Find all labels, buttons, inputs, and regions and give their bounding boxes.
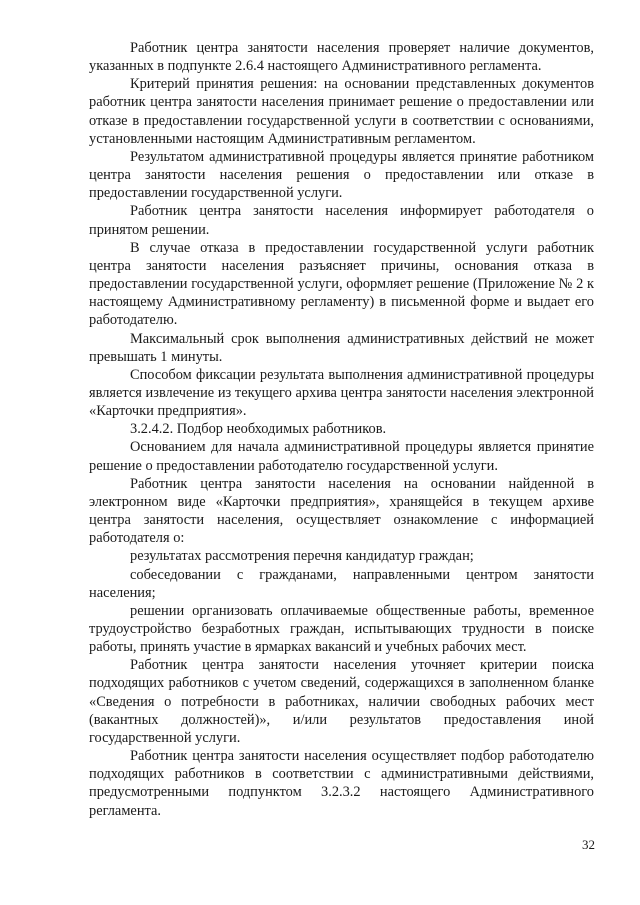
paragraph-procedure-result: Результатом административной процедуры является принятие работником центра занятости населения решения о предоставлении или отказе в предоставлении государственной услуги. bbox=[89, 148, 594, 202]
list-item-interviews: собеседовании с гражданами, направленными центром занятости населения; bbox=[89, 566, 594, 601]
paragraph-max-duration: Максимальный срок выполнения административных действий не может превышать 1 минуты. bbox=[89, 330, 594, 365]
paragraph-card-review: Работник центра занятости населения на основании найденной в электронном виде «Карточки предприятия», хранящейся в текущем архиве центра занятости населения, осуществляет ознакомление с информацией работодателя о: bbox=[89, 475, 594, 547]
paragraph-document-check: Работник центра занятости населения проверяет наличие документов, указанных в подпункте 2.6.4 настоящего Административного регламента. bbox=[89, 40, 594, 75]
list-item-candidates-review: результатах рассмотрения перечня кандидатур граждан; bbox=[130, 548, 474, 565]
paragraph-inform-employer: Работник центра занятости населения информирует работодателя о принятом решении. bbox=[89, 203, 594, 238]
body-text bbox=[89, 39, 594, 820]
list-item-public-works: решении организовать оплачиваемые общественные работы, временное трудоустройство безработных граждан, испытывающих трудности в поиске работы, принять участие в ярмарках вакансий и учебных рабочих мест. bbox=[89, 602, 594, 656]
paragraph-refusal-case: В случае отказа в предоставлении государственной услуги работник центра занятости населения разъясняет причины, основания отказа в предоставлении государственной услуги, оформляет решение (Приложение № 2 к настоящему Административному регламенту) в письменной форме и выдает его работодателю. bbox=[89, 239, 594, 329]
paragraph-procedure-basis: Основанием для начала административной процедуры является принятие решение о предоставлении работодателю государственной услуги. bbox=[89, 439, 594, 474]
page-number: 32 bbox=[582, 837, 595, 852]
paragraph-worker-selection: Работник центра занятости населения осуществляет подбор работодателю подходящих работников в соответствии с административными действиями, предусмотренными подпунктом 3.2.3.2 настоящего Административного регламента. bbox=[89, 748, 594, 819]
paragraph-search-criteria: Работник центра занятости населения уточняет критерии поиска подходящих работников с учетом сведений, содержащихся в заполненном бланке «Сведения о потребности в работниках, наличии свободных рабочих мест (вакантных должностей)», и/или результатов предоставления иной государственной услуги. bbox=[89, 657, 594, 746]
section-heading-3-2-4-2: 3.2.4.2. Подбор необходимых работников. bbox=[130, 421, 387, 438]
paragraph-decision-criterion: Критерий принятия решения: на основании представленных документов работник центра занятости населения принимает решение о предоставлении или отказе в предоставлении государственной услуги в соответствии с основаниями, установленными настоящим Административным регламентом. bbox=[89, 76, 594, 147]
paragraph-result-fixation: Способом фиксации результата выполнения административной процедуры является извлечение из текущего архива центра занятости населения электронной «Карточки предприятия». bbox=[89, 366, 594, 420]
